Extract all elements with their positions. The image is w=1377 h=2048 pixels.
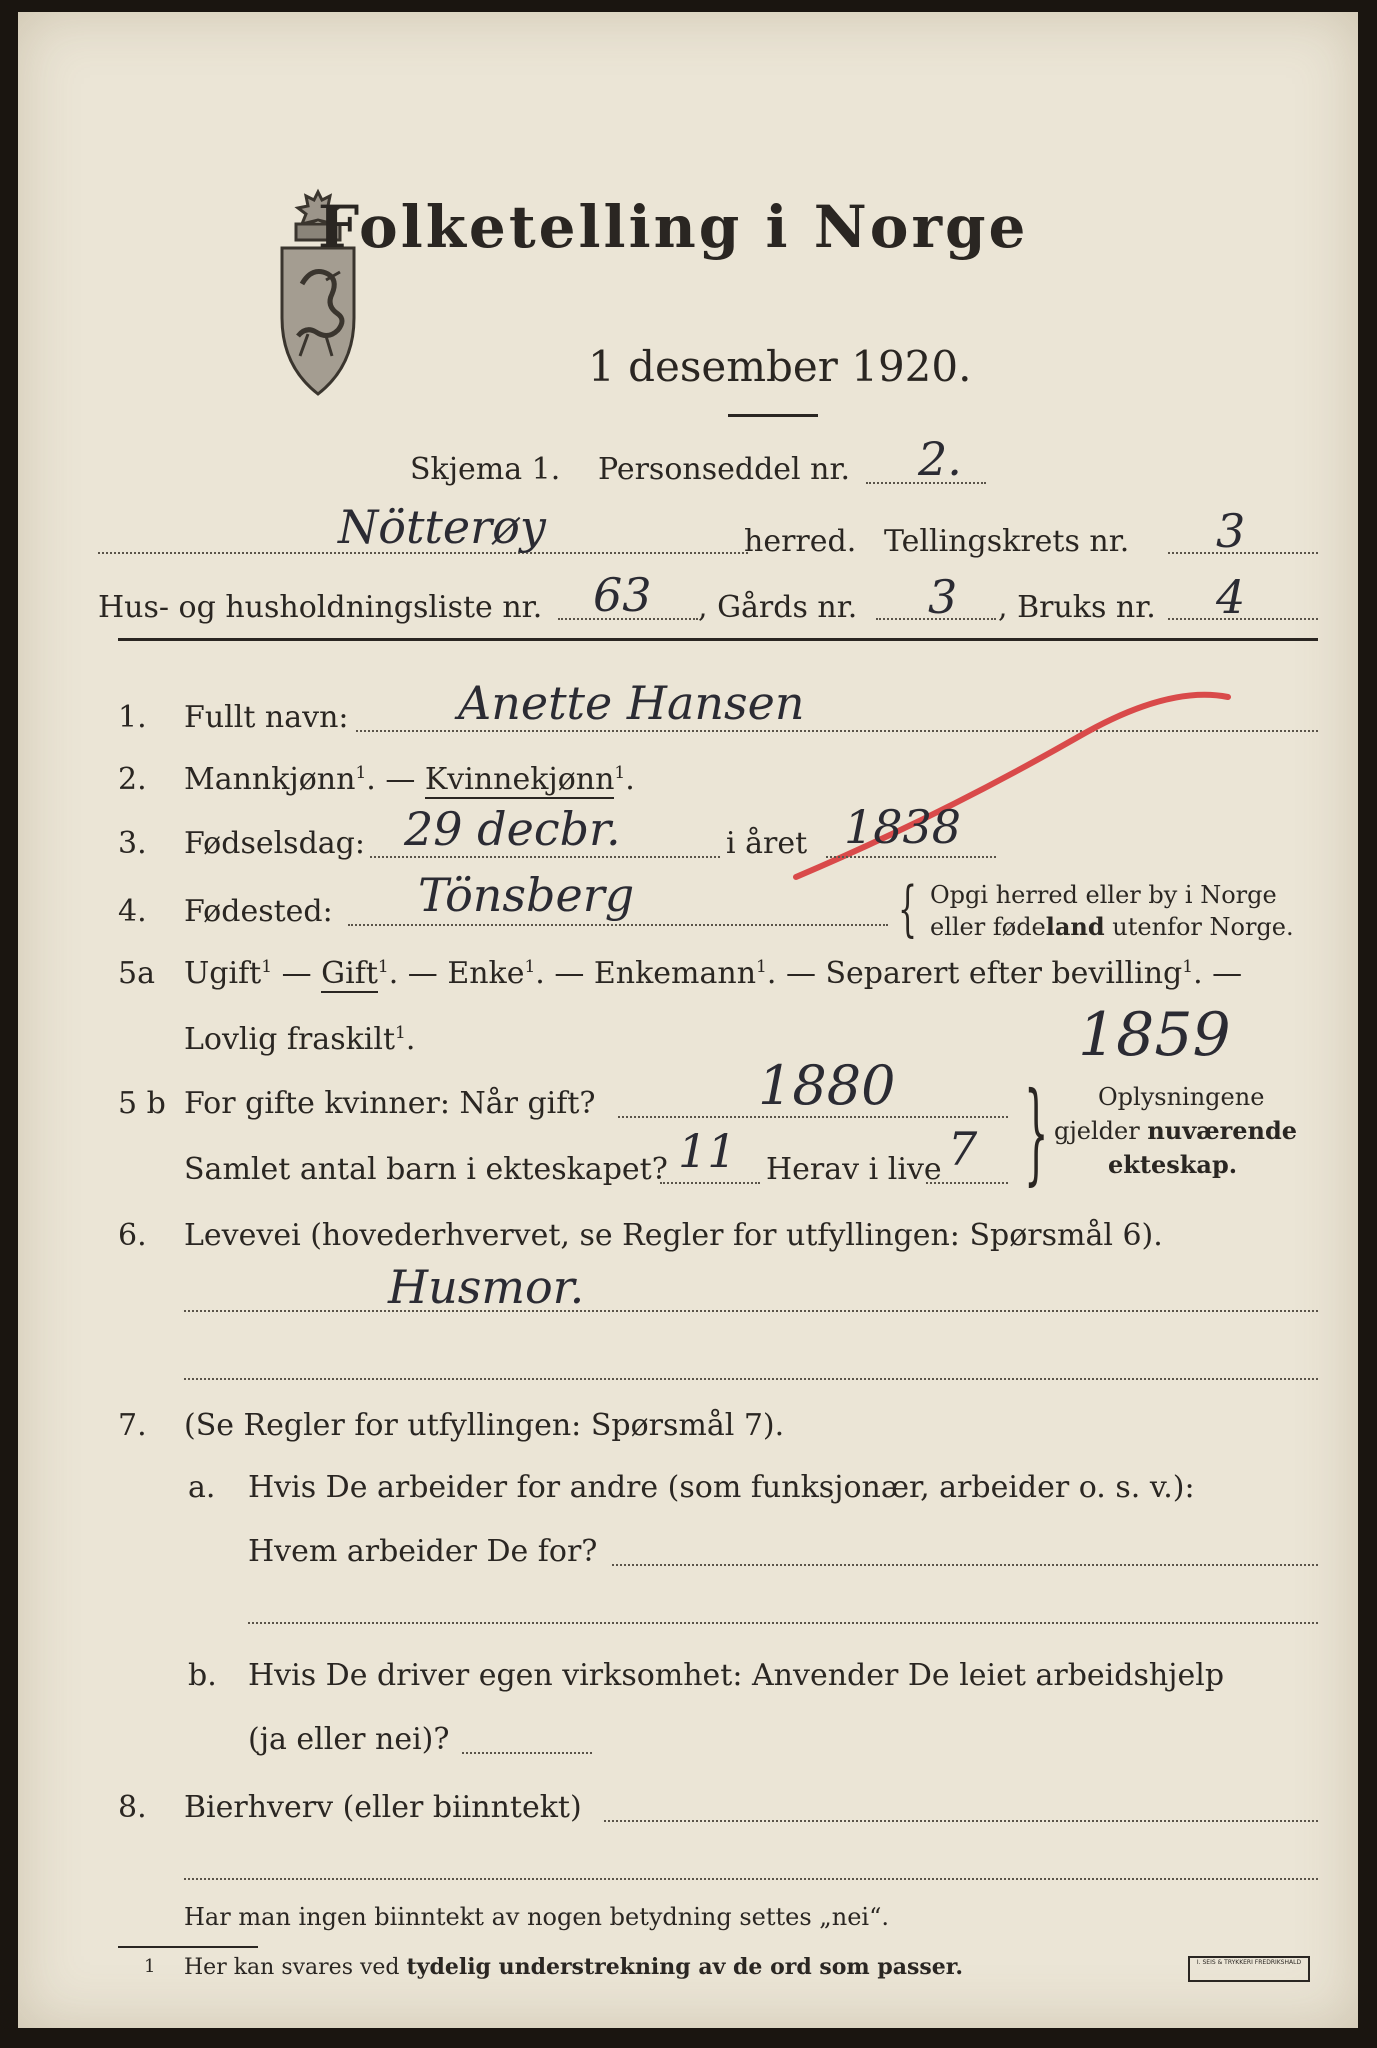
option-ugift[interactable]: Ugift [184,956,262,991]
schema-label: Skjema 1. [410,452,561,487]
q8-label: Bierhverv (eller biinntekt) [184,1790,582,1825]
footnote-mark: 1 [395,1023,406,1043]
printer-stamp [1188,1956,1310,1982]
form-title: Folketelling i Norge [318,193,1029,261]
q2-options [184,762,635,798]
q5a-options: Ugift$^1$ — Gift$^1$. — Enke$^1$. — Enkemann$^1$. — Separert efter bevilling$^1$. — [184,956,1243,991]
footnote-rule [118,1946,258,1948]
q3-aret-line [826,856,996,858]
q4-brace: { [898,874,918,944]
q5a-margin-value: 1859 [1078,1000,1231,1070]
q7-number: 7. [118,1408,147,1443]
option-enkemann[interactable]: Enkemann [593,956,757,991]
q6-label: Levevei (hovederhvervet, se Regler for utfyllingen: Spørsmål 6). [184,1218,1163,1253]
q7a-line-1 [612,1564,1318,1566]
q8-line-2 [184,1878,1318,1880]
q5b-label: For gifte kvinner: Når gift? [184,1086,596,1121]
option-lovlig-fraskilt[interactable]: Lovlig fraskilt [184,1022,396,1057]
printer-stamp-text: I. SEIS & TRYKKERI FREDRIKSHALD [1196,1959,1302,1966]
q3-aret-label: i året [726,826,808,861]
q5a-line2-end: . [405,1022,416,1057]
q4-note-bold: land [1045,912,1105,941]
q7b-number: b. [188,1658,217,1693]
q1-label: Fullt navn: [184,700,349,735]
q7a-label: Hvis De arbeider for andre (som funksjonær, arbeider o. s. v.): [248,1470,1195,1505]
gards-value: 3 [928,570,958,624]
q5b-live-value: 7 [948,1122,978,1176]
q5b-barn-value: 11 [678,1124,737,1178]
footnote-part1: Her kan svares ved [184,1955,407,1980]
option-gift[interactable]: Gift [321,956,378,991]
tellingskrets-value: 3 [1216,504,1246,558]
q3-number: 3. [118,826,147,861]
q5b-brace: } [1024,1068,1049,1196]
option-mannkjonn[interactable]: Mannkjønn [184,762,356,797]
hus-label: Hus- og husholdningsliste nr. [98,590,543,625]
q7a-number: a. [188,1470,216,1505]
option-kvinnekjonn[interactable]: Kvinnekjønn [424,762,615,797]
q2-end: . [625,762,635,797]
footnote-text [184,1952,963,1983]
biinntekt-note: Har man ingen biinntekt av nogen betydning settes „nei“. [184,1903,889,1931]
header-rule [118,638,1318,641]
bruks-label: , Bruks nr. [998,590,1156,625]
q5b-number: 5 b [118,1086,166,1121]
q5b-note-part1: gjelder [1054,1117,1148,1145]
footnote-mark: 1 [355,763,367,783]
option-enke[interactable]: Enke [447,956,525,991]
footnote-mark: 1 [261,957,273,977]
gards-label: , Gårds nr. [698,590,858,625]
footnote-mark: 1 [756,957,767,977]
q3-value: 29 decbr. [404,802,621,856]
q7b-line [462,1752,592,1754]
q5b-note-line2 [1054,1116,1297,1146]
personseddel-label: Personseddel nr. [598,452,851,487]
q5b-barn-label: Samlet antal barn i ekteskapet? [184,1152,668,1187]
footnote-mark: 1 [614,763,626,783]
q5a-dash: . — [1193,956,1243,991]
q4-label: Fødested: [184,894,333,929]
q3-label: Fødselsdag: [184,826,365,861]
footnote-mark: 1 [524,957,536,977]
q5b-note-line1: Oplysningene [1098,1083,1265,1111]
q5a-line2 [184,1022,415,1058]
option-separert[interactable]: Separert efter bevilling [825,956,1183,991]
personseddel-value: 2. [918,432,962,486]
q4-number: 4. [118,894,147,929]
tellingskrets-label: Tellingskrets nr. [884,524,1130,559]
footnote-bold: tydelig understrekning av de ord som passer. [406,1954,964,1980]
footnote-mark: 1 [1182,957,1194,977]
q5b-live-line [926,1182,1008,1184]
q6-line-1 [184,1310,1318,1312]
q4-note-part1: eller føde [930,913,1046,941]
q5b-live-label: Herav i live [766,1152,942,1187]
q7b-label2: (ja eller nei)? [248,1722,450,1757]
q3-aret-value: 1838 [844,800,962,854]
census-date: 1 desember 1920. [588,342,972,391]
q4-note-line2 [930,912,1294,942]
q5b-value: 1880 [758,1054,896,1117]
q4-note-part2: utenfor Norge. [1104,913,1294,941]
q1-number: 1. [118,700,147,735]
census-form-sheet [18,12,1358,2028]
q7-label: (Se Regler for utfyllingen: Spørsmål 7). [184,1408,785,1443]
municipality-value: Nötterøy [338,500,546,554]
q7b-label: Hvis De driver egen virksomhet: Anvender De leiet arbeidshjelp [248,1658,1225,1693]
q8-number: 8. [118,1790,147,1825]
q6-number: 6. [118,1218,147,1253]
q4-line [348,924,888,926]
q7a-line-2 [248,1622,1318,1624]
q8-line-1 [604,1820,1318,1822]
q5b-barn-line [660,1182,760,1184]
q1-value: Anette Hansen [458,676,805,730]
q5b-note-line3: ekteskap. [1108,1150,1238,1179]
q2-separator: . — [366,762,425,797]
q7a-label2: Hvem arbeider De for? [248,1534,598,1569]
title-divider [728,414,818,417]
q2-number: 2. [118,762,147,797]
q5a-number: 5a [118,956,155,991]
footnote-number: 1 [144,1956,156,1977]
q4-value: Tönsberg [418,868,635,922]
q5b-note-bold: nuværende [1147,1116,1298,1145]
hus-value: 63 [593,568,652,622]
footnote-mark: 1 [377,957,389,977]
q4-note-line1: Opgi herred eller by i Norge [930,881,1277,909]
herred-label: herred. [744,524,857,559]
q6-value: Husmor. [388,1260,585,1314]
q6-line-2 [184,1378,1318,1380]
q3-line [370,856,720,858]
bruks-value: 4 [1216,570,1246,624]
